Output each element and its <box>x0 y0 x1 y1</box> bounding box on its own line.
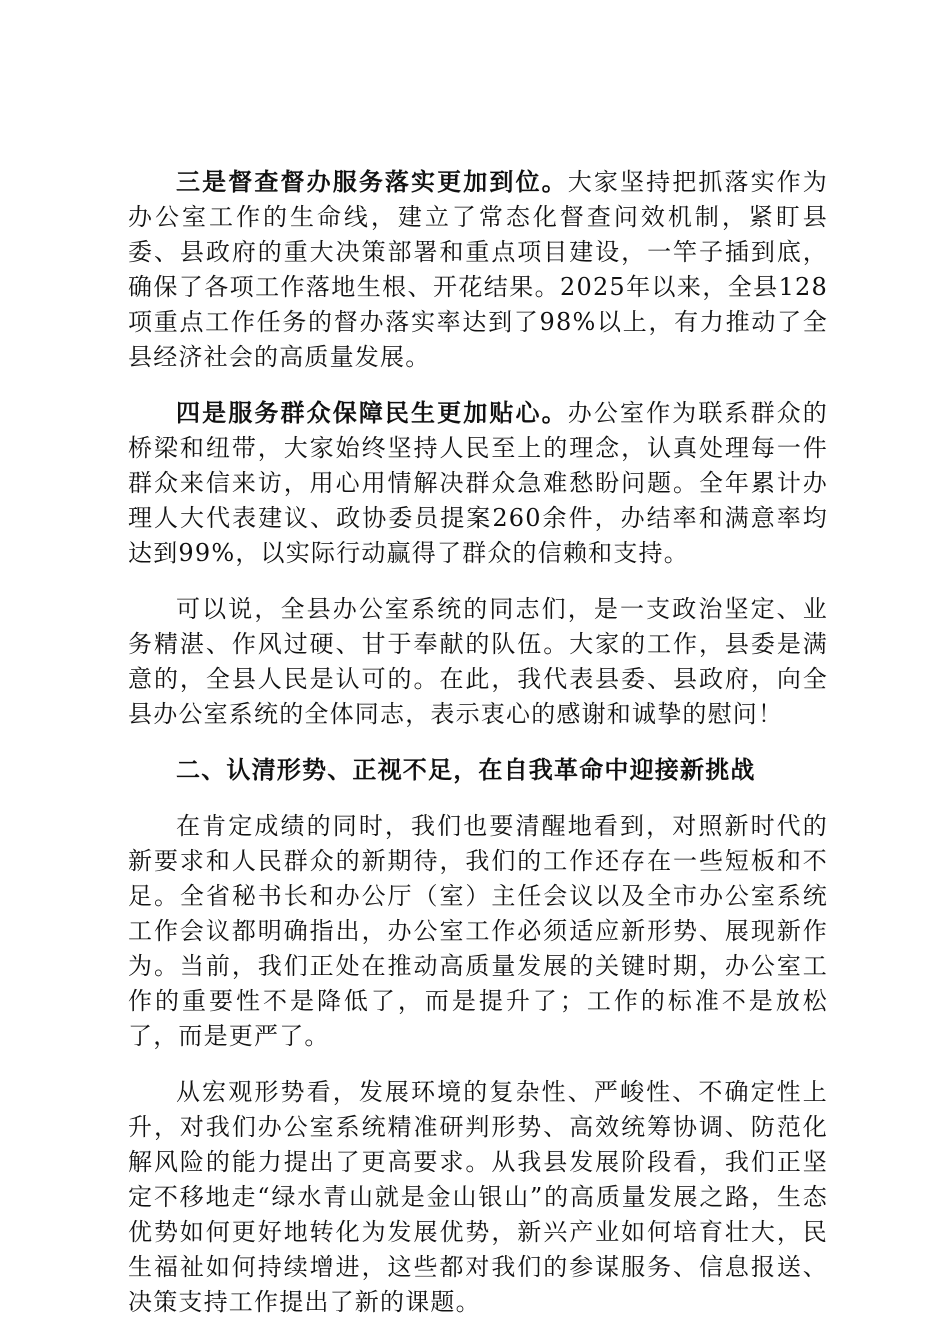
paragraph-text: 可以说，全县办公室系统的同志们，是一支政治坚定、业务精湛、作风过硬、甘于奉献的队伍。大家的工作，县委是满意的，全县人民是认可的。在此，我代表县委、县政府，向全县办公室系统的全体同志，表示衷心的感谢和诚挚的慰问！ <box>128 595 828 728</box>
section-heading: 二、认清形势、正视不足，在自我革命中迎接新挑战 <box>176 756 756 784</box>
paragraph-shortcomings <box>128 809 828 1054</box>
paragraph-text: 在肯定成绩的同时，我们也要清醒地看到，对照新时代的新要求和人民群众的新期待，我们的工作还存在一些短板和不足。全省秘书长和办公厅（室）主任会议以及全市办公室系统工作会议都明确指出，办公室工作必须适应新形势、展现新作为。当前，我们正处在推动高质量发展的关键时期，办公室工作的重要性不是降低了，而是提升了；工作的标准不是放松了，而是更严了。 <box>128 812 828 1050</box>
paragraph-supervision <box>128 165 828 375</box>
paragraph-text: 从宏观形势看，发展环境的复杂性、严峻性、不确定性上升，对我们办公室系统精准研判形势、高效统筹协调、防范化解风险的能力提出了更高要求。从我县发展阶段看，我们正坚定不移地走“绿水青山就是金山银山”的高质量发展之路，生态优势如何更好地转化为发展优势，新兴产业如何培育壮大，民生福祉如何持续增进，这些都对我们的参谋服务、信息报送、决策支持工作提出了新的课题。 <box>128 1078 828 1316</box>
paragraph-public-service <box>128 396 828 571</box>
paragraph-text: 办公室作为联系群众的桥梁和纽带，大家始终坚持人民至上的理念，认真处理每一件群众来信来访，用心用情解决群众急难愁盼问题。全年累计办理人大代表建议、政协委员提案260余件，办结率和满意率均达到99%，以实际行动赢得了群众的信赖和支持。 <box>128 399 828 567</box>
paragraph-summary <box>128 592 828 732</box>
paragraph-text: 大家坚持把抓落实作为办公室工作的生命线，建立了常态化督查问效机制，紧盯县委、县政府的重大决策部署和重点项目建设，一竿子插到底，确保了各项工作落地生根、开花结果。2025年以来，全县128项重点工作任务的督办落实率达到了98%以上，有力推动了全县经济社会的高质量发展。 <box>128 168 828 371</box>
paragraph-lead: 三是督查督办服务落实更加到位。 <box>176 168 568 196</box>
document-page <box>128 165 828 1341</box>
paragraph-lead: 四是服务群众保障民生更加贴心。 <box>176 399 568 427</box>
paragraph-situation <box>128 1075 828 1320</box>
